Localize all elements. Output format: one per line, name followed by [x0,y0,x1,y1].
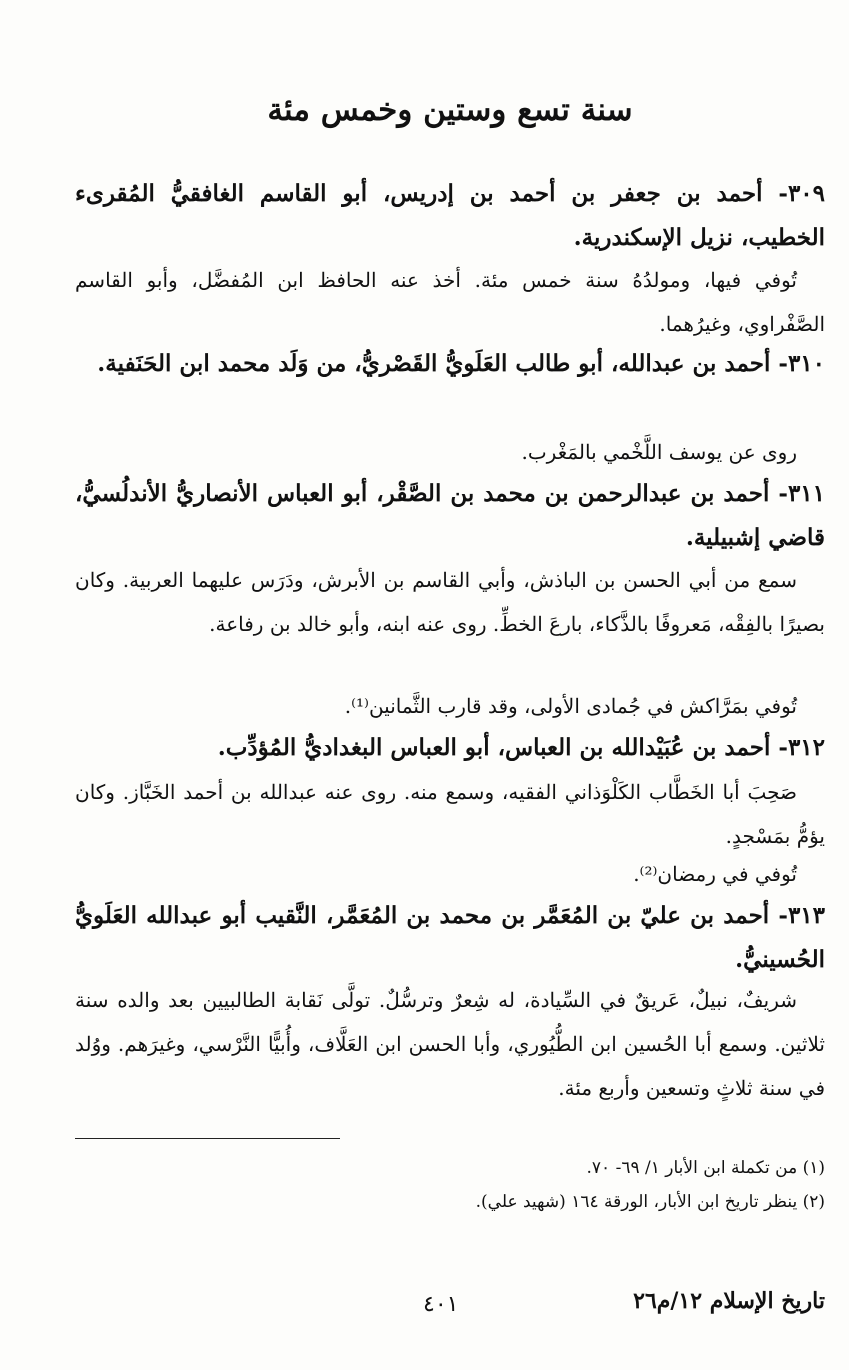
entry-311-heading: ٣١١- أحمد بن عبدالرحمن بن محمد بن الصَّقْر، أبو العباس الأنصاريُّ الأندلُسيُّ، قاضي إشبيلية. [75,480,825,551]
entry-312-heading: ٣١٢- أحمد بن عُبَيْدالله بن العباس، أبو العباس البغداديُّ المُؤدِّب. [217,734,825,761]
running-title: تاريخ الإسلام ١٢/م٢٦ [633,1288,825,1314]
entry-310-body: روى عن يوسف اللَّخْمي بالمَغْرب. [521,440,797,464]
entry-309-heading: ٣٠٩- أحمد بن جعفر بن أحمد بن إدريس، أبو القاسم الغافقيُّ المُقرىء الخطيب، نزيل الإسكندرية. [75,180,825,251]
entry-313-body: شريفٌ، نبيلٌ، عَريقٌ في السِّيادة، له شِعرٌ وترسُّلٌ. تولَّى نَقابة الطالبيين بعد والده سنة ثلاثين. وسمع أبا الحُسين ابن الطُّيُوري، وأبا الحسن ابن العَلَّاف، وأُبيًّا النَّرْسي، وغيرَهم. ووُلد في سنة ثلاثٍ وتسعين وأربع مئة. [75,988,825,1100]
footnote-2: (٢) ينظر تاريخ ابن الأبار، الورقة ١٦٤ (شهيد علي). [475,1192,825,1212]
entry-311-body: سمع من أبي الحسن بن الباذش، وأبي القاسم بن الأبرش، ودَرَس عليهما العربية. وكان بصيرًا بالفِقْه، مَعروفًا بالذَّكاء، بارعَ الخطِّ. روى عنه ابنه، وأبو خالد بن رفاعة. [75,568,825,636]
entry-313-heading: ٣١٣- أحمد بن عليّ بن المُعَمَّر بن محمد بن المُعَمَّر، النَّقيب أبو عبدالله العَلَويُّ الحُسينيُّ. [75,902,825,973]
entry-309-body: تُوفي فيها، ومولدُهُ سنة خمس مئة. أخذ عنه الحافظ ابن المُفضَّل، وأبو القاسم الصَّفْراوي، وغيرُهما. [75,268,825,336]
entry-312-death: تُوفي في رمضان⁽²⁾. [633,862,797,886]
page-number: ٤٠١ [423,1292,459,1317]
entry-312-body: صَحِبَ أبا الخَطَّاب الكَلْوَذاني الفقيه، وسمع منه. روى عنه عبدالله بن أحمد الخَبَّاز. وكان يؤمُّ بمَسْجدٍ. [75,780,825,848]
entry-311-death: تُوفي بمَرَّاكش في جُمادى الأولى، وقد قارب الثَّمانين⁽¹⁾. [344,694,797,718]
footnote-separator [75,1138,340,1139]
page-title: سنة تسع وستين وخمس مئة [267,92,633,128]
book-page [75,0,825,1370]
footnote-1: (١) من تكملة ابن الأبار ١/ ٦٩- ٧٠. [586,1158,825,1178]
entry-310-heading: ٣١٠- أحمد بن عبدالله، أبو طالب العَلَويُّ القَصْريُّ، من وَلَد محمد ابن الحَنَفية. [97,350,825,377]
